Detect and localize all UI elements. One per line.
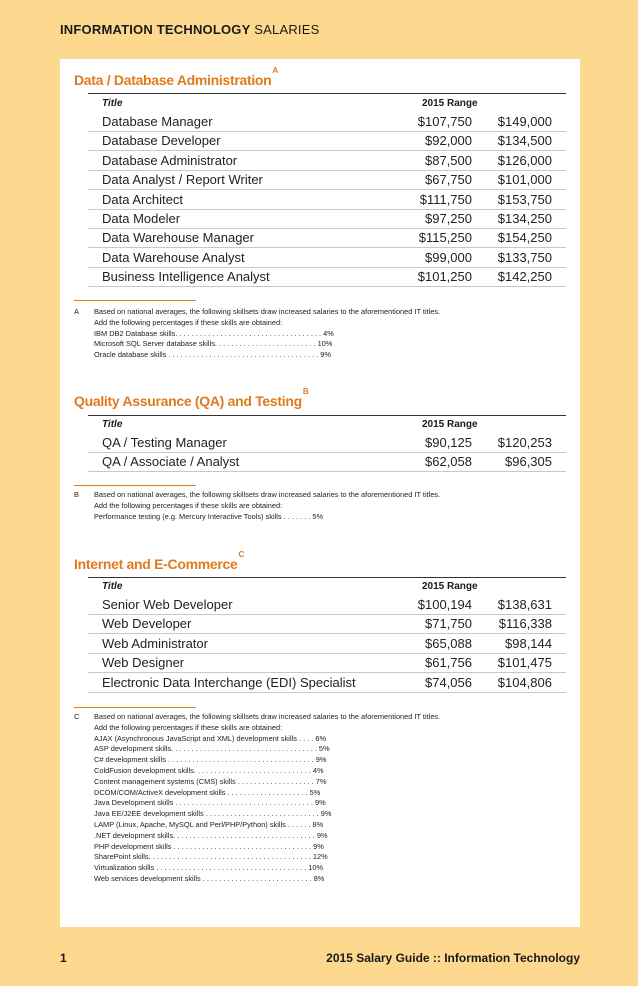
footnote-marker: A: [272, 66, 278, 76]
salary-low: $100,194: [417, 597, 472, 612]
footnote-line: Virtualization skills . . . . . . . . . . . . . . . . . . . . . . . . . . . . . . . . . . . . . 10%: [94, 863, 324, 873]
footnote-letter: A: [74, 307, 79, 316]
job-title: Database Developer: [102, 133, 221, 148]
column-range: 2015 Range: [422, 581, 478, 592]
footnote-line: Java Development skills . . . . . . . . . . . . . . . . . . . . . . . . . . . . . . . . . . 9%: [94, 798, 326, 808]
salary-high: $153,750: [497, 192, 552, 207]
salary-high: $154,250: [497, 230, 552, 245]
salary-high: $138,631: [497, 597, 552, 612]
content-card: [60, 59, 580, 927]
table-rule: [88, 93, 566, 94]
job-title: QA / Testing Manager: [102, 435, 227, 450]
job-title: Senior Web Developer: [102, 597, 233, 612]
footnote-line: IBM DB2 Database skills. . . . . . . . . . . . . . . . . . . . . . . . . . . . . . . . . . . . 4%: [94, 328, 334, 338]
footnote-rule: [74, 485, 196, 486]
salary-high: $149,000: [497, 114, 552, 129]
footnote-line: Based on national averages, the following skillsets draw increased salaries to the aforementioned IT titles.: [94, 490, 441, 499]
job-title: Data Warehouse Manager: [102, 230, 254, 245]
footnote-line: Add the following percentages if these skills are obtained:: [94, 722, 283, 732]
table-row: [88, 634, 566, 654]
footnote-line: LAMP (Linux, Apache, MySQL and Perl/PHP/Python) skills . . . . . . 8%: [94, 819, 324, 829]
job-title: Electronic Data Interchange (EDI) Specialist: [102, 675, 356, 690]
table-row: [88, 267, 566, 287]
table-row: [88, 112, 566, 132]
footnote-line: SharePoint skills. . . . . . . . . . . . . . . . . . . . . . . . . . . . . . . . . . . . . . . . 12%: [94, 852, 328, 862]
salary-low: $62,058: [425, 454, 472, 469]
footnote-b: [74, 490, 564, 524]
salary-high: $133,750: [497, 250, 552, 265]
job-title: Database Administrator: [102, 153, 238, 168]
table-row: [88, 151, 566, 171]
job-title: Web Administrator: [102, 636, 208, 651]
table-row: [88, 452, 566, 472]
footnote-c: [74, 712, 564, 898]
table-row: [88, 131, 566, 151]
table-header: [102, 98, 566, 109]
salary-low: $111,750: [419, 192, 472, 207]
section-title-text: Quality Assurance (QA) and Testing: [74, 393, 302, 409]
table-header: [102, 419, 566, 430]
table-row: [88, 595, 566, 615]
job-title: QA / Associate / Analyst: [102, 454, 240, 469]
column-range: 2015 Range: [422, 419, 478, 430]
salary-high: $142,250: [497, 269, 552, 284]
salary-high: $104,806: [497, 675, 552, 690]
footnote-line: Java EE/J2EE development skills . . . . . . . . . . . . . . . . . . . . . . . . . . . . 9%: [94, 809, 332, 819]
salary-low: $101,250: [417, 269, 472, 284]
page-header: [60, 22, 319, 37]
job-title: Data Analyst / Report Writer: [102, 172, 263, 187]
section-title-qa: [74, 387, 309, 409]
footer-title: 2015 Salary Guide :: Information Technology: [326, 951, 580, 965]
column-title: Title: [102, 98, 123, 109]
salary-low: $97,250: [425, 211, 472, 226]
footnote-line: ASP development skills. . . . . . . . . . . . . . . . . . . . . . . . . . . . . . . . . . . . 5%: [94, 744, 330, 754]
section-title-text: Internet and E-Commerce: [74, 556, 238, 572]
salary-low: $71,750: [425, 616, 472, 631]
footnote-line: PHP development skills . . . . . . . . . . . . . . . . . . . . . . . . . . . . . . . . . . 9%: [94, 841, 324, 851]
salary-high: $134,500: [497, 133, 552, 148]
footnote-rule: [74, 707, 196, 708]
salary-high: $126,000: [497, 153, 552, 168]
footnote-line: Add the following percentages if these skills are obtained:: [94, 317, 283, 327]
salary-high: $98,144: [505, 636, 552, 651]
salary-low: $92,000: [425, 133, 472, 148]
header-bold: INFORMATION TECHNOLOGY: [60, 22, 251, 37]
salary-high: $101,000: [497, 172, 552, 187]
footnote-line: ColdFusion development skills. . . . . . . . . . . . . . . . . . . . . . . . . . . . . 4%: [94, 765, 324, 775]
table-rule: [88, 415, 566, 416]
footnote-line: Oracle database skills . . . . . . . . . . . . . . . . . . . . . . . . . . . . . . . . . . . . . 9%: [94, 350, 331, 360]
footnote-letter: B: [74, 490, 79, 499]
footnote-line: Performance testing (e.g. Mercury Interactive Tools) skills . . . . . . . 5%: [94, 511, 324, 521]
salary-low: $87,500: [425, 153, 472, 168]
table-row: [88, 673, 566, 693]
header-rest: SALARIES: [250, 22, 320, 37]
job-title: Data Architect: [102, 192, 183, 207]
salary-high: $120,253: [497, 435, 552, 450]
footnote-letter: C: [74, 712, 80, 721]
job-title: Web Designer: [102, 655, 185, 670]
table-row: [88, 653, 566, 673]
page-number: 1: [60, 951, 67, 965]
footnote-line: DCOM/COM/ActiveX development skills . . . . . . . . . . . . . . . . . . . . 5%: [94, 787, 321, 797]
table-rule: [88, 577, 566, 578]
table-row: [88, 170, 566, 190]
job-title: Data Modeler: [102, 211, 181, 226]
salary-low: $74,056: [425, 675, 472, 690]
table-row: [88, 228, 566, 248]
footnote-rule: [74, 300, 196, 301]
column-title: Title: [102, 581, 123, 592]
footnote-line: .NET development skills. . . . . . . . . . . . . . . . . . . . . . . . . . . . . . . . . . . 9%: [94, 830, 328, 840]
salary-low: $115,250: [418, 230, 472, 245]
table-row: [88, 433, 566, 453]
table-row: [88, 614, 566, 634]
footnote-line: Content management systems (CMS) skills . . . . . . . . . . . . . . . . . . . 7%: [94, 776, 327, 786]
table-row: [88, 248, 566, 268]
column-range: 2015 Range: [422, 98, 478, 109]
section-title-internet: [74, 550, 244, 572]
salary-low: $65,088: [425, 636, 472, 651]
footnote-line: Web services development skills . . . . . . . . . . . . . . . . . . . . . . . . . . . 8%: [94, 873, 325, 883]
job-title: Data Warehouse Analyst: [102, 250, 245, 265]
footnote-line: Microsoft SQL Server database skills. . . . . . . . . . . . . . . . . . . . . . . . . 10%: [94, 339, 333, 349]
footnote-marker: C: [238, 550, 244, 560]
footnote-a: [74, 307, 564, 363]
table-row: [88, 209, 566, 229]
job-title: Business Intelligence Analyst: [102, 269, 270, 284]
section-title-data: [74, 66, 278, 88]
salary-high: $134,250: [497, 211, 552, 226]
footnote-line: Add the following percentages if these skills are obtained:: [94, 500, 283, 510]
salary-high: $101,475: [497, 655, 552, 670]
column-title: Title: [102, 419, 123, 430]
job-title: Database Manager: [102, 114, 213, 129]
footnote-line: C# development skills . . . . . . . . . . . . . . . . . . . . . . . . . . . . . . . . . . . . 9%: [94, 755, 327, 765]
footnote-marker: B: [302, 387, 309, 397]
job-title: Web Developer: [102, 616, 192, 631]
salary-low: $67,750: [425, 172, 472, 187]
section-title-text: Data / Database Administration: [74, 72, 272, 88]
table-row: [88, 190, 566, 210]
footnote-line: AJAX (Asynchronous JavaScript and XML) development skills . . . . 6%: [94, 733, 327, 743]
salary-low: $61,756: [425, 655, 472, 670]
salary-low: $107,750: [417, 114, 472, 129]
footnote-line: Based on national averages, the following skillsets draw increased salaries to the aforementioned IT titles.: [94, 307, 441, 316]
footnote-line: Based on national averages, the following skillsets draw increased salaries to the aforementioned IT titles.: [94, 712, 441, 721]
salary-high: $96,305: [505, 454, 552, 469]
salary-low: $99,000: [425, 250, 472, 265]
salary-low: $90,125: [425, 435, 472, 450]
table-header: [102, 581, 566, 592]
salary-high: $116,338: [498, 616, 552, 631]
